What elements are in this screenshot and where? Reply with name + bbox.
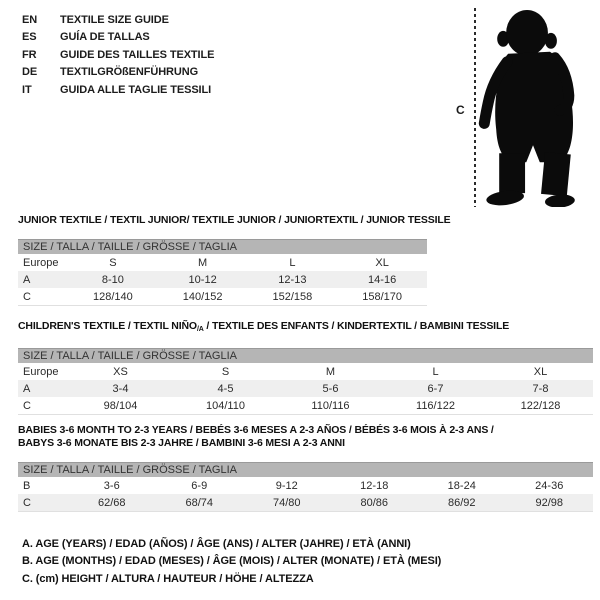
row-label: A [23,273,31,286]
row-cell: 86/92 [447,496,476,509]
row-cell: 18-24 [447,479,476,492]
row-label: C [23,496,31,509]
row-label: B [23,479,31,492]
language-item [22,29,214,47]
row-cell: 3-4 [112,382,129,395]
table-row [18,288,427,305]
footnote-line: C. (cm) HEIGHT / ALTURA / HAUTEUR / HÖHE / ALTEZZA [22,572,314,585]
row-cell: 5-6 [322,382,339,395]
row-cell: 74/80 [272,496,301,509]
row-cell: XL [533,365,548,378]
language-code: EN [22,13,38,26]
row-cell: L [432,365,439,378]
language-list [22,11,214,99]
row-cell: 152/158 [272,290,313,303]
language-label: GUÍA DE TALLAS [60,31,150,44]
table-title-text: /A [196,326,204,333]
table-row [18,271,427,288]
row-cell: 6-9 [191,479,208,492]
baby-silhouette-image [478,8,596,207]
row-cell: XL [375,256,389,269]
table-title-text: CHILDREN'S TEXTILE / TEXTIL NIÑO [18,320,197,332]
row-cell: 4-5 [217,382,234,395]
row-cell: L [289,256,296,269]
table-row [18,494,593,511]
table-title [18,320,593,336]
row-cell: 122/128 [520,399,561,412]
row-cell: 80/86 [360,496,389,509]
table-row [18,363,593,380]
language-item [22,64,214,82]
row-cell: S [109,256,117,269]
row-cell: 14-16 [368,273,397,286]
row-cell: XS [113,365,128,378]
row-label: Europe [23,365,59,378]
row-cell: 98/104 [103,399,138,412]
row-cell: 3-6 [103,479,120,492]
table-title-text: BABIES 3-6 MONTH TO 2-3 YEARS / BEBÉS 3-6 MESES A 2-3 AÑOS / BÉBÉS 3-6 MOIS À 2-3 ANS / [18,424,494,436]
row-cell: 6-7 [427,382,444,395]
language-item [22,11,214,29]
row-cell: 12-18 [360,479,389,492]
height-measure-dotted-line [474,8,476,207]
table-title [18,214,451,227]
height-measure-label: C [456,103,465,117]
table-title-text: JUNIOR TEXTILE / TEXTIL JUNIOR/ TEXTILE JUNIOR / JUNIORTEXTIL / JUNIOR TESSILE [18,214,451,226]
row-cell: 128/140 [92,290,133,303]
footnote-line: A. AGE (YEARS) / EDAD (AÑOS) / ÂGE (ANS) / ALTER (JAHRE) / ETÀ (ANNI) [22,538,411,550]
row-cell: 10-12 [188,273,217,286]
row-cell: 92/98 [535,496,564,509]
table-rows [18,254,427,306]
row-label: A [23,382,31,395]
footnote-line: B. AGE (MONTHS) / EDAD (MESES) / ÂGE (MOIS) / ALTER (MONATE) / ETÀ (MESI) [22,555,442,568]
language-item [22,81,214,99]
language-label: TEXTILE SIZE GUIDE [60,13,169,26]
row-cell: 116/122 [416,399,455,412]
language-code: FR [22,48,37,61]
row-cell: 9-12 [275,479,298,492]
table-rows [18,363,593,415]
language-label: GUIDA ALLE TAGLIE TESSILI [60,83,212,96]
row-cell: 68/74 [185,496,214,509]
children-size-table [18,320,593,415]
table-row [18,477,593,494]
table-title [18,424,593,450]
row-label: C [23,290,31,303]
language-code: DE [22,66,38,79]
table-row [18,380,593,397]
language-label: TEXTILGRÖßENFÜHRUNG [60,66,199,79]
row-cell: 110/116 [311,399,350,412]
language-label: GUIDE DES TAILLES TEXTILE [60,48,215,61]
table-title-text: / TEXTILE DES ENFANTS / KINDERTEXTIL / BAMBINI TESSILE [203,320,510,332]
size-header-bar: SIZE / TALLA / TAILLE / GRÖSSE / TAGLIA [18,462,593,477]
row-cell: 12-13 [278,273,307,286]
table-row [18,254,427,271]
junior-size-table [18,214,451,306]
babies-size-table [18,424,593,512]
row-cell: M [325,365,336,378]
row-label: Europe [23,256,59,269]
row-cell: 104/110 [206,399,245,412]
language-item [22,46,214,64]
row-cell: 62/68 [97,496,126,509]
row-cell: 140/152 [182,290,223,303]
size-header-bar: SIZE / TALLA / TAILLE / GRÖSSE / TAGLIA [18,239,427,254]
row-cell: 7-8 [532,382,549,395]
row-cell: M [198,256,208,269]
row-cell: S [221,365,230,378]
size-header-bar: SIZE / TALLA / TAILLE / GRÖSSE / TAGLIA [18,348,593,363]
language-code: ES [22,31,37,44]
table-row [18,397,593,414]
table-title-text: BABYS 3-6 MONATE BIS 2-3 JAHRE / BAMBINI 3-6 MESI A 2-3 ANNI [18,437,345,449]
row-label: C [23,399,31,412]
row-cell: 8-10 [101,273,124,286]
row-cell: 158/170 [362,290,402,303]
footnotes [22,536,441,588]
table-rows [18,477,593,512]
row-cell: 24-36 [535,479,564,492]
language-code: IT [22,83,32,96]
